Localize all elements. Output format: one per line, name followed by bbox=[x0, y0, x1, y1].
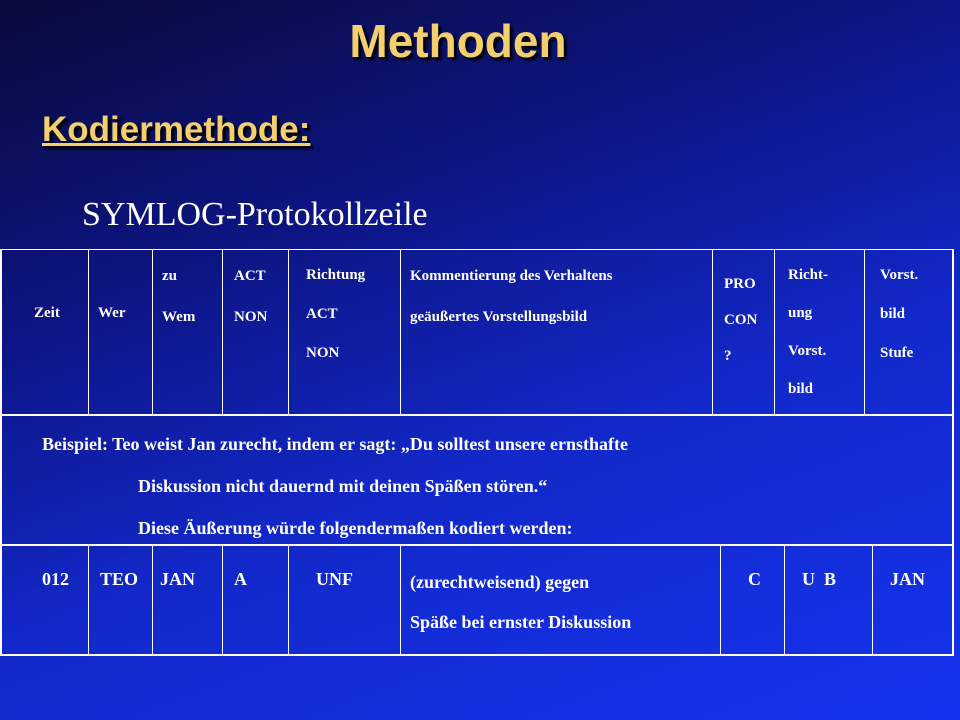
grid-line-right bbox=[952, 249, 954, 656]
row-richtung-vorst: U B bbox=[802, 569, 837, 589]
grid-vline bbox=[288, 545, 289, 655]
grid-line-left bbox=[0, 249, 2, 656]
grid-vline bbox=[88, 545, 89, 655]
grid-line-example-bottom bbox=[0, 544, 954, 546]
table-heading: SYMLOG-Protokollzeile bbox=[82, 196, 428, 233]
grid-vline bbox=[152, 249, 153, 415]
header-kommentierung: Kommentierung des Verhaltens geäußertes Vorstellungsbild bbox=[410, 268, 613, 325]
header-zeit: Zeit bbox=[34, 305, 60, 321]
header-wer: Wer bbox=[98, 305, 126, 321]
row-act-non: A bbox=[234, 569, 247, 589]
grid-vline bbox=[774, 249, 775, 415]
header-vorst-stufe: Vorst. bild Stufe bbox=[880, 267, 919, 361]
grid-vline bbox=[400, 545, 401, 655]
row-zeit: 012 bbox=[42, 569, 69, 589]
grid-vline bbox=[88, 249, 89, 415]
example-line-1: Beispiel: Teo weist Jan zurecht, indem er sagt: „Du solltest unsere ernsthafte bbox=[42, 434, 628, 454]
grid-vline bbox=[400, 249, 401, 415]
row-kommentierung: (zurechtweisend) gegen Späße bei ernster Diskussion bbox=[410, 572, 632, 632]
header-richtung-vorst: Richt- ung Vorst. bild bbox=[788, 267, 828, 397]
row-wer: TEO bbox=[100, 569, 139, 589]
slide-title: Methoden bbox=[349, 15, 567, 67]
grid-line-header-bottom bbox=[0, 414, 954, 416]
row-vorst-stufe: JAN bbox=[890, 569, 925, 589]
example-line-3: Diese Äußerung würde folgendermaßen kodiert werden: bbox=[138, 518, 573, 538]
grid-vline bbox=[720, 545, 721, 655]
example-line-2: Diskussion nicht dauernd mit deinen Späßen stören.“ bbox=[138, 476, 548, 496]
grid-vline bbox=[864, 249, 865, 415]
grid-line-bottom bbox=[0, 654, 954, 656]
row-richtung: UNF bbox=[316, 569, 353, 589]
grid-vline bbox=[288, 249, 289, 415]
grid-line-top bbox=[0, 249, 954, 250]
header-richtung: Richtung ACT NON bbox=[306, 267, 366, 361]
grid-vline bbox=[712, 249, 713, 415]
grid-vline bbox=[152, 545, 153, 655]
grid-vline bbox=[222, 545, 223, 655]
row-zu-wem: JAN bbox=[160, 569, 195, 589]
grid-vline bbox=[872, 545, 873, 655]
slide-subtitle: Kodiermethode: bbox=[42, 110, 311, 149]
grid-vline bbox=[222, 249, 223, 415]
header-zu-wem: zu Wem bbox=[162, 268, 196, 325]
grid-vline bbox=[784, 545, 785, 655]
header-procon: PRO CON ? bbox=[724, 276, 758, 364]
header-act-non: ACT NON bbox=[234, 268, 268, 325]
row-procon: C bbox=[748, 569, 761, 589]
